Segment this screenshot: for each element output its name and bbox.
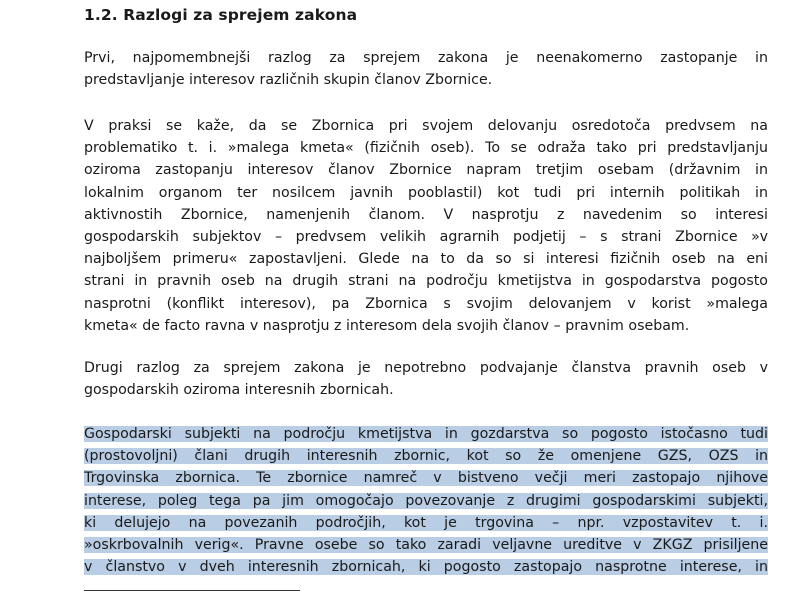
paragraph-line: Drugi razlog za sprejem zakona je nepotrebno podvajanje članstva pravnih oseb v <box>84 360 768 376</box>
paragraph-line: nasprotni (konflikt interesov), pa Zbornica s svojim delovanjem v korist »malega <box>84 295 768 312</box>
paragraph-line: lokalnim organom ter nosilcem javnih pooblastil) kot tudi pri internih politikah in <box>84 184 768 201</box>
paragraph-line[interactable] <box>84 512 768 534</box>
paragraph-line: najboljšem primeru« zapostavljeni. Glede na to da so si interesi fizičnih oseb na eni <box>84 251 768 268</box>
paragraph-line: kmeta« de facto ravna v nasprotju z interesom dela svojih članov – pravnim osebam. <box>84 317 690 334</box>
selection-highlight[interactable]: v članstvo v dveh interesnih zbornicah, ki pogosto zastopajo nasprotne interese, in <box>84 559 768 576</box>
paragraph-line: Prvi, najpomembnejši razlog za sprejem zakona je neenakomerno zastopanje in <box>84 50 768 66</box>
paragraph-line: gospodarskih oziroma interesnih zbornicah. <box>84 382 394 399</box>
selection-highlight[interactable]: (prostovoljni) člani drugih interesnih zbornic, kot so že omenjene GZS, OZS in <box>84 448 768 465</box>
selection-highlight[interactable]: »oskrbovalnih verig«. Pravne osebe so tako zaradi veljavne ureditve v ZKGZ prisiljene <box>84 537 768 554</box>
paragraph-line[interactable] <box>84 445 768 467</box>
paragraph-line[interactable] <box>84 556 768 578</box>
paragraph-line: aktivnostih Zbornice, namenjenih članom. V nasprotju z navedenim so interesi <box>84 206 768 223</box>
paragraph-1 <box>84 47 768 91</box>
paragraph-2 <box>84 115 768 337</box>
paragraph-line: oziroma zastopanju interesov članov Zbornice napram tretjim osebam (državnim in <box>84 162 768 179</box>
paragraph-line: V praksi se kaže, da se Zbornica pri svojem delovanju osredotoča predvsem na <box>84 118 768 134</box>
selection-highlight[interactable]: interese, poleg tega pa jim omogočajo povezovanje z drugimi gospodarskimi subjekti, <box>84 492 768 509</box>
paragraph-line: predstavljanje interesov različnih skupin članov Zbornice. <box>84 72 493 89</box>
selection-highlight[interactable]: Trgovinska zbornica. Te zbornice namreč v bistveno večji meri zastopajo njihove <box>84 470 768 487</box>
paragraph-line: problematiko t. i. »malega kmeta« (fizičnih oseb). To se odraža tako pri predstavljanju <box>84 140 768 157</box>
paragraph-3 <box>84 357 768 401</box>
paragraph-line[interactable] <box>84 490 768 512</box>
selection-highlight[interactable]: Gospodarski subjekti na področju kmetijstva in gozdarstva so pogosto istočasno tudi <box>84 426 768 442</box>
footnote-divider <box>84 590 300 591</box>
paragraph-line[interactable] <box>84 423 768 445</box>
paragraph-line: gospodarskih subjektov – predvsem velikih agrarnih podjetij – s strani Zbornice »v <box>84 229 768 246</box>
selection-highlight[interactable]: ki delujejo na povezanih področjih, kot je trgovina – npr. vzpostavitev t. i. <box>84 514 768 531</box>
paragraph-line[interactable] <box>84 534 768 556</box>
paragraph-4-highlighted[interactable] <box>84 423 768 578</box>
paragraph-line: strani in pravnih oseb na drugih strani na področju kmetijstva in gospodarstva pogosto <box>84 273 768 290</box>
section-heading: 1.2. Razlogi za sprejem zakona <box>84 6 358 24</box>
paragraph-line[interactable] <box>84 467 768 489</box>
